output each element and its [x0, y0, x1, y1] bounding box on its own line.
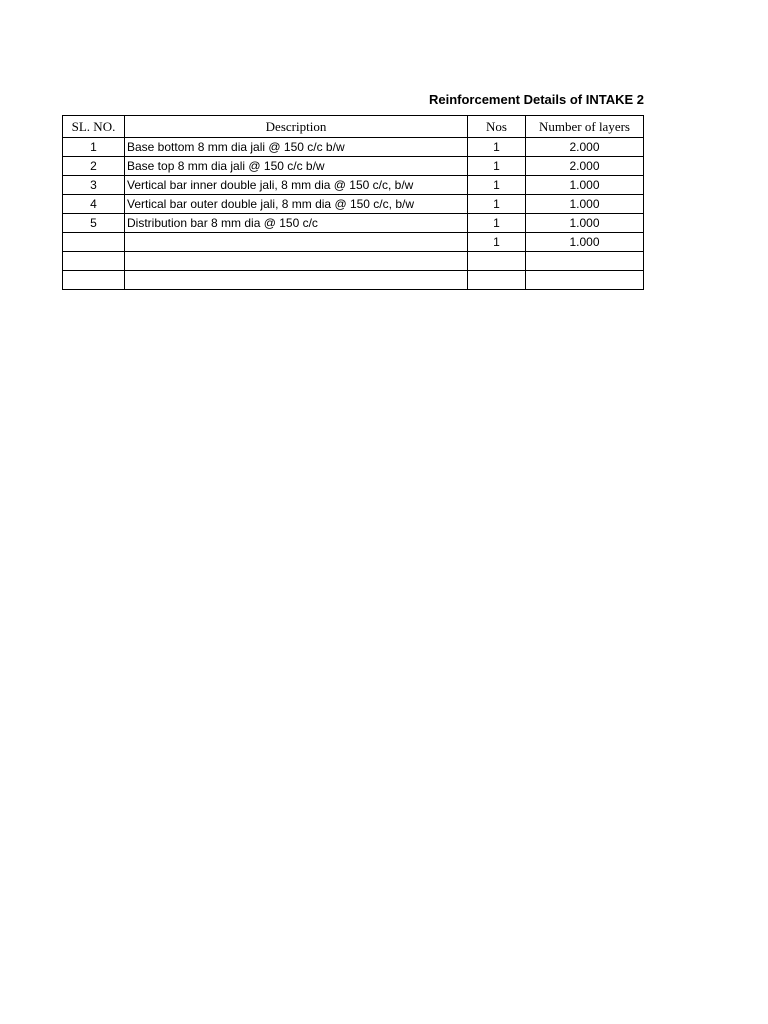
cell-sl-no: 5	[63, 214, 125, 233]
table-row	[63, 195, 644, 214]
cell-nos	[468, 271, 526, 290]
cell-nos: 1	[468, 233, 526, 252]
table-row	[63, 252, 644, 271]
cell-layers: 1.000	[526, 195, 644, 214]
cell-nos: 1	[468, 176, 526, 195]
cell-description	[125, 252, 468, 271]
cell-sl-no: 2	[63, 157, 125, 176]
cell-description	[125, 271, 468, 290]
cell-sl-no: 3	[63, 176, 125, 195]
header-nos: Nos	[468, 116, 526, 138]
header-number-of-layers: Number of layers	[526, 116, 644, 138]
cell-sl-no: 4	[63, 195, 125, 214]
table-row	[63, 271, 644, 290]
cell-sl-no	[63, 252, 125, 271]
cell-layers: 1.000	[526, 233, 644, 252]
table-row	[63, 233, 644, 252]
cell-description: Distribution bar 8 mm dia @ 150 c/c	[125, 214, 468, 233]
cell-description: Base top 8 mm dia jali @ 150 c/c b/w	[125, 157, 468, 176]
cell-layers: 2.000	[526, 157, 644, 176]
cell-nos: 1	[468, 138, 526, 157]
header-sl-no: SL. NO.	[63, 116, 125, 138]
cell-layers	[526, 271, 644, 290]
cell-nos: 1	[468, 157, 526, 176]
reinforcement-table	[62, 115, 644, 290]
cell-nos: 1	[468, 195, 526, 214]
cell-sl-no: 1	[63, 138, 125, 157]
sheet-title: Reinforcement Details of INTAKE 2	[428, 92, 644, 107]
table-row	[63, 138, 644, 157]
cell-layers: 1.000	[526, 214, 644, 233]
cell-description: Base bottom 8 mm dia jali @ 150 c/c b/w	[125, 138, 468, 157]
cell-layers: 2.000	[526, 138, 644, 157]
table-header-row	[63, 116, 644, 138]
cell-nos: 1	[468, 214, 526, 233]
cell-description	[125, 233, 468, 252]
cell-sl-no	[63, 233, 125, 252]
table-row	[63, 176, 644, 195]
cell-layers	[526, 252, 644, 271]
header-description: Description	[125, 116, 468, 138]
cell-nos	[468, 252, 526, 271]
cell-layers: 1.000	[526, 176, 644, 195]
table-row	[63, 157, 644, 176]
cell-sl-no	[63, 271, 125, 290]
table-row	[63, 214, 644, 233]
cell-description: Vertical bar outer double jali, 8 mm dia @ 150 c/c, b/w	[125, 195, 468, 214]
cell-description: Vertical bar inner double jali, 8 mm dia @ 150 c/c, b/w	[125, 176, 468, 195]
